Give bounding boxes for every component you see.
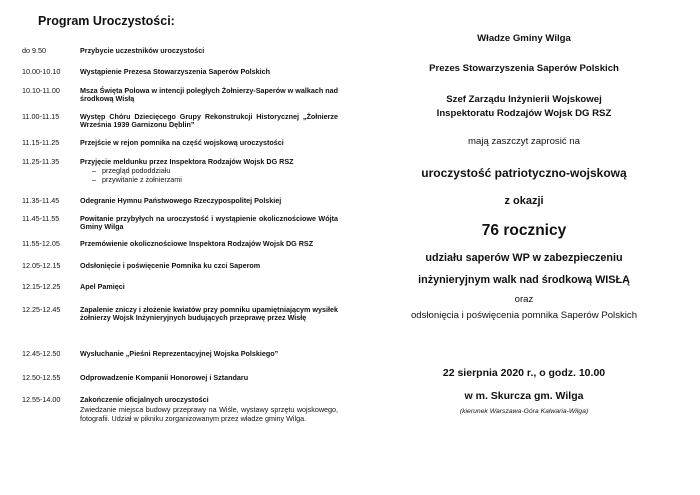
program-time: 12.45-12.50: [22, 349, 61, 358]
program-desc-text: Przyjęcie meldunku przez Inspektora Rodzajów Wojsk DG RSZ: [80, 157, 294, 166]
program-desc: Odprowadzenie Kompanii Honorowej i Sztandaru: [80, 373, 249, 382]
program-time: 11.00-11.15: [22, 112, 60, 121]
organizer-engineering-line2: Inspektoratu Rodzajów Wojsk DG RSZ: [436, 108, 612, 119]
anniversary-line1: udziału saperów WP w zabezpieczeniu: [425, 252, 623, 264]
program-time: 10.10-11.00: [22, 86, 60, 95]
program-section: [0, 0, 345, 495]
program-desc: [80, 158, 338, 184]
program-desc: Wystąpienie Prezesa Stowarzyszenia Saperów Polskich: [80, 67, 271, 76]
program-desc: Odsłonięcie i poświęcenie Pomnika ku czci Saperom: [80, 261, 261, 270]
organizer-engineering-line1: Szef Zarządu Inżynierii Wojskowej: [446, 94, 602, 105]
program-sub-item: – przegląd pododdziału: [92, 167, 338, 175]
anniversary-line2: inżynieryjnym walk nad środkową WISŁĄ: [418, 274, 630, 286]
and-text: oraz: [514, 294, 534, 305]
program-sub-item: – przywitanie z żołnierzami: [92, 176, 338, 184]
program-desc: Odegranie Hymnu Państwowego Rzeczypospolitej Polskiej: [80, 196, 282, 205]
program-desc: Występ Chóru Dziecięcego Grupy Rekonstrukcji Historycznej „Żołnierze Września 1939 Garnizonu Dęblin”: [80, 112, 338, 130]
organizer-association: Prezes Stowarzyszenia Saperów Polskich: [429, 63, 619, 74]
monument-text: odsłonięcia i poświęcenia pomnika Saperów Polskich: [410, 310, 638, 321]
program-sub-list: [92, 167, 338, 184]
invitation-section: [348, 0, 700, 495]
program-desc: Zapalenie zniczy i złożenie kwiatów przy pomniku upamiętniającym wysiłek żołnierzy Wojsk Inżynieryjnych budujących przeprawę przez Wisłę: [80, 305, 338, 323]
program-desc: [80, 396, 338, 423]
event-title: uroczystość patriotyczno-wojskową: [421, 166, 627, 180]
program-desc: Powitanie przybyłych na uroczystość i wystąpienie okolicznościowe Wójta Gminy Wilga: [80, 214, 338, 232]
program-desc: Wysłuchanie „Pieśni Reprezentacyjnej Wojska Polskiego”: [80, 349, 279, 358]
event-directions: (kierunek Warszawa-Góra Kalwaria-Wilga): [459, 408, 589, 415]
program-time: do 9.50: [22, 46, 46, 55]
anniversary-heading: 76 rocznicy: [481, 222, 567, 239]
program-desc: Przybycie uczestników uroczystości: [80, 46, 205, 55]
program-time: 11.35-11.45: [22, 196, 60, 205]
invite-text: mają zaszczyt zaprosić na: [468, 136, 580, 147]
program-time: 12.50-12.55: [22, 373, 61, 382]
program-desc: Msza Święta Polowa w intencji poległych Żołnierzy-Saperów w walkach nad środkową Wisłą: [80, 86, 339, 104]
organizer-municipality: Władze Gminy Wilga: [477, 33, 571, 44]
program-time: 10.00-10.10: [22, 67, 61, 76]
occasion-text: z okazji: [504, 195, 544, 207]
program-note: Zwiedzanie miejsca budowy przeprawy na Wiśle, wystawy sprzętu wojskowego, fotografii. Udział w pikniku zorganizowanym przez władze gminy Wilga.: [80, 405, 338, 423]
program-time: 11.15-11.25: [22, 138, 60, 147]
program-time: 11.55-12.05: [22, 239, 60, 248]
event-place: w m. Skurcza gm. Wilga: [464, 390, 584, 402]
program-time: 12.05-12.15: [22, 261, 61, 270]
program-desc-text: Zakończenie oficjalnych uroczystości: [80, 395, 209, 404]
program-desc: Przemówienie okolicznościowe Inspektora Rodzajów Wojsk DG RSZ: [80, 239, 314, 248]
program-time: 12.15-12.25: [22, 282, 61, 291]
program-time: 11.25-11.35: [22, 157, 60, 166]
program-title: Program Uroczystości:: [38, 14, 175, 28]
program-desc: Apel Pamięci: [80, 282, 125, 291]
program-desc: Przejście w rejon pomnika na część wojskową uroczystości: [80, 138, 284, 147]
program-time: 12.25-12.45: [22, 305, 61, 314]
event-date: 22 sierpnia 2020 r., o godz. 10.00: [442, 367, 606, 379]
program-time: 12.55-14.00: [22, 395, 61, 404]
program-time: 11.45-11.55: [22, 214, 60, 223]
